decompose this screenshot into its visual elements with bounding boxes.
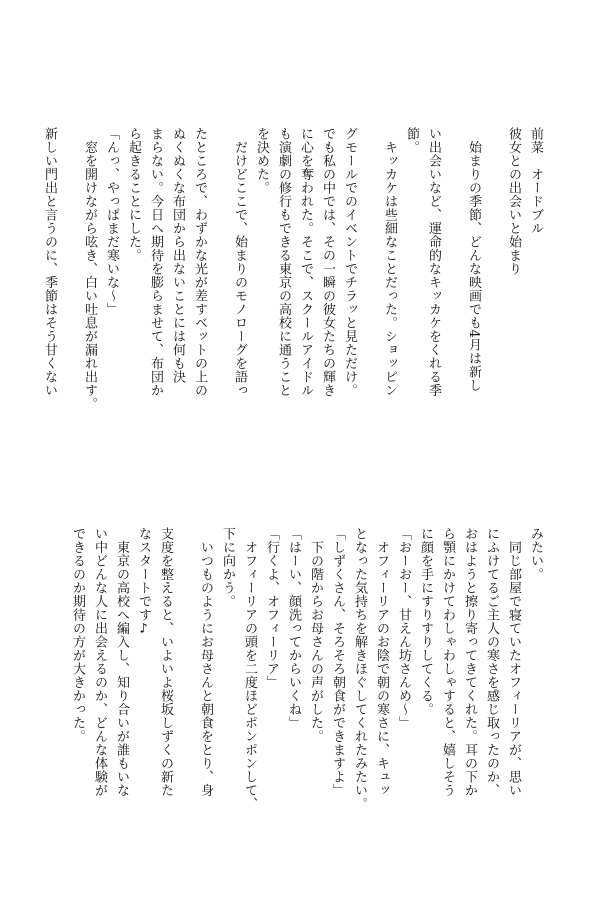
paragraph-line: おはようと擦り寄ってきてくれた。耳の下か: [462, 527, 477, 797]
paragraph-line: に顔を手にすりすりしてくる。: [418, 527, 433, 716]
paragraph-line: い中どんな人に出会えるのか、どんな体験が: [92, 527, 107, 797]
paragraph-line: も演劇の修行もできる東京の高校に通うこと: [276, 127, 291, 397]
paragraph-line: 節。: [404, 127, 419, 154]
paragraph-line: 下の階からお母さんの声がした。: [308, 527, 323, 743]
paragraph-line: 「んっ、やっぱまだ寒いな～」: [104, 127, 119, 316]
paragraph-line: オフィーリアの頭を二度ほどポンポンして、: [242, 527, 257, 811]
paragraph-line: となった気持ちを解きほぐしてくれたみたい。: [352, 527, 367, 811]
paragraph-line: を決めた。: [254, 127, 269, 195]
chapter-heading: [524, 127, 546, 507]
paragraph-line: グモールでのイベントでチラッと見ただけ。: [342, 127, 357, 397]
paragraph-line: 同じ部屋で寝ていたオフィーリアが、思い: [506, 527, 521, 797]
paragraph-line: 始まりの季節、どんな映画でも4月は新し: [466, 127, 481, 393]
text-block-top: [38, 127, 546, 507]
paragraph-line: 「おーおー、甘えん坊さんめ～」: [396, 527, 411, 730]
paragraph-line: 東京の高校へ編入し、知り合いが誰もいな: [114, 527, 129, 797]
paragraph-line: なスタートです♪: [136, 527, 151, 637]
paragraph-line: みたい。: [528, 527, 543, 581]
paragraph-line: だけどここで、始まりのモノローグを語っ: [232, 127, 247, 397]
paragraph-line: ぬくぬくな布団から出ないことには何も決: [170, 127, 185, 384]
chapter-title: オードブル: [528, 167, 543, 235]
paragraph-line: 「はーい、顔洗ってからいくね」: [286, 527, 301, 730]
paragraph-line: にふけてるご主人の寒さを感じ取ったのか、: [484, 527, 499, 797]
paragraph-line: 下に向かう。: [220, 527, 235, 608]
paragraph-line: オフィーリアのお陰で朝の寒さに、キュッ: [374, 527, 389, 797]
paragraph-line: 窓を開けながら呟き、白い吐息が漏れ出す。: [82, 127, 97, 411]
chapter-label: 前菜: [528, 127, 543, 154]
paragraph-line: に心を奪われた。そこで、スクールアイドル: [298, 127, 313, 397]
text-block-bottom: [66, 527, 546, 827]
paragraph-line: 支度を整えると、いよいよ桜坂しずくの新た: [158, 527, 173, 797]
paragraph-line: できるのか期待の方が大きかった。: [70, 527, 85, 743]
paragraph-line: ら顎にかけてわしゃわしゃすると、嬉しそう: [440, 527, 455, 797]
paragraph-line: 「行くよ、オフィーリア」: [264, 527, 279, 689]
paragraph-line: でも私の中では、その一瞬の彼女たちの輝き: [320, 127, 335, 397]
subtitle: 彼女との出会いと始まり: [506, 127, 521, 276]
paragraph-line: いつものようにお母さんと朝食をとり、身: [198, 527, 213, 797]
paragraph-line: キッカケは些細なことだった。ショッピン: [382, 127, 397, 397]
paragraph-line: ら起きることにした。: [126, 127, 141, 262]
paragraph-line: 新しい門出と言うのに、季節はそう甘くない: [42, 127, 57, 397]
paragraph-line: たところで、わずかな光が差すベットの上の: [192, 127, 207, 397]
paragraph-line: い出会いなど、運命的なキッカケをくれる季: [426, 127, 441, 397]
paragraph-line: 「しずくさん、そろそろ朝食ができますよ」: [330, 527, 345, 797]
paragraph-line: まらない。今日へ期待を膨らませて、布団か: [148, 127, 163, 397]
